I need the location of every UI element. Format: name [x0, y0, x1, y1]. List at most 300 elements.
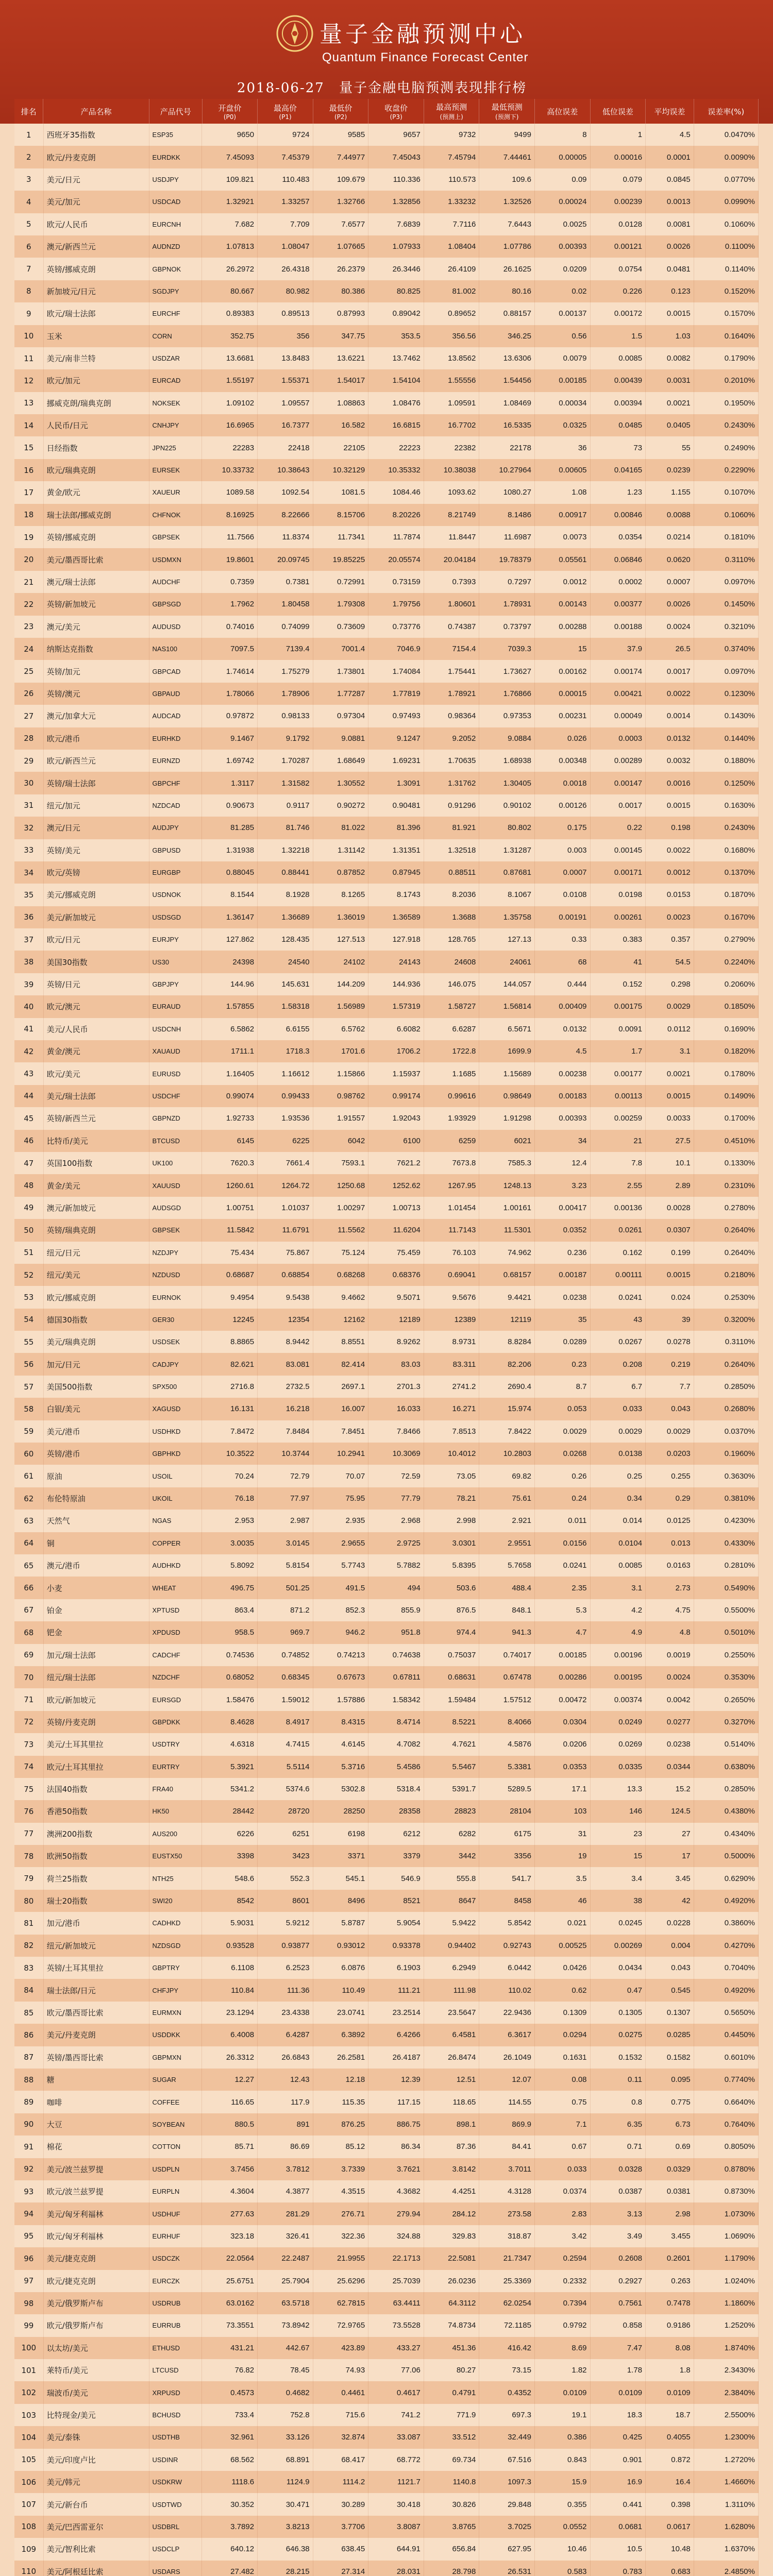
value-cell: 0.0681	[591, 2516, 646, 2538]
table-row	[14, 481, 759, 503]
value-cell: 28.031	[368, 2561, 424, 2576]
value-cell: 0.1140%	[694, 258, 759, 280]
value-cell: 68	[535, 951, 591, 973]
value-cell: 0.0239	[646, 459, 694, 481]
value-cell: 0.7561	[591, 2292, 646, 2314]
value-cell: 0.1370%	[694, 861, 759, 884]
value-cell: 22105	[313, 436, 369, 459]
value-cell: 329.83	[424, 2225, 480, 2247]
value-cell: 8.9262	[368, 1331, 424, 1353]
value-cell: 6021	[479, 1130, 535, 1152]
table-row	[14, 1376, 759, 1398]
value-cell: 2.3430%	[694, 2359, 759, 2381]
table-row	[14, 1823, 759, 1845]
value-cell: 0.0278	[646, 1331, 694, 1353]
value-cell: 19.1	[535, 2404, 591, 2426]
product-code-cell: USDCZK	[149, 2247, 203, 2269]
value-cell: 0.00525	[535, 1935, 591, 1957]
table-row	[14, 2561, 759, 2576]
value-cell: 27.314	[313, 2561, 369, 2576]
value-cell: 2.5500%	[694, 2404, 759, 2426]
value-cell: 0.0153	[646, 884, 694, 906]
rank-cell: 47	[14, 1152, 44, 1174]
value-cell: 0.94402	[424, 1935, 480, 1957]
value-cell: 0.4461	[313, 2381, 369, 2403]
rank-cell: 22	[14, 593, 44, 615]
value-cell: 1.09557	[258, 392, 313, 414]
table-row	[14, 2381, 759, 2403]
value-cell: 0.0022	[646, 839, 694, 861]
value-cell: 16.033	[368, 1398, 424, 1420]
value-cell: 0.0042	[646, 1688, 694, 1710]
value-cell: 8.4315	[313, 1711, 369, 1733]
value-cell: 0.0081	[646, 213, 694, 235]
value-cell: 1.3688	[424, 906, 480, 928]
rank-cell: 52	[14, 1264, 44, 1286]
value-cell: 7.8466	[368, 1420, 424, 1443]
value-cell: 24540	[258, 951, 313, 973]
table-row	[14, 280, 759, 302]
value-cell: 7.8484	[258, 1420, 313, 1443]
value-cell: 2697.1	[313, 1376, 369, 1398]
product-name-cell: 原油	[44, 1465, 149, 1487]
table-row	[14, 727, 759, 750]
value-cell: 0.0132	[646, 727, 694, 750]
table-row	[14, 1756, 759, 1778]
value-cell: 7.45379	[258, 146, 313, 168]
value-cell: 0.1490%	[694, 1085, 759, 1107]
value-cell: 0.1305	[591, 2002, 646, 2024]
value-cell: 115.35	[313, 2091, 369, 2113]
value-cell: 1.59484	[424, 1688, 480, 1710]
value-cell: 0.0022	[646, 683, 694, 705]
value-cell: 80.27	[424, 2359, 480, 2381]
value-cell: 82.414	[313, 1353, 369, 1375]
value-cell: 6175	[479, 1823, 535, 1845]
rank-cell: 25	[14, 660, 44, 682]
value-cell: 11.6204	[368, 1219, 424, 1241]
table-row	[14, 1577, 759, 1599]
value-cell: 0.2680%	[694, 1398, 759, 1420]
value-cell: 8521	[368, 1890, 424, 1912]
product-code-cell: USDCLP	[149, 2538, 203, 2560]
value-cell: 0.0970%	[694, 660, 759, 682]
rank-cell: 104	[14, 2426, 44, 2448]
value-cell: 0.0026	[646, 235, 694, 258]
product-code-cell: EURHUF	[149, 2225, 203, 2247]
product-code-cell: EURHKD	[149, 727, 203, 750]
value-cell: 144.96	[202, 973, 258, 995]
value-cell: 0.0031	[646, 369, 694, 392]
value-cell: 0.00172	[591, 302, 646, 325]
value-cell: 2.73	[646, 1577, 694, 1599]
value-cell: 4.7621	[424, 1733, 480, 1755]
value-cell: 5.8395	[424, 1554, 480, 1577]
value-cell: 0.0617	[646, 2516, 694, 2538]
value-cell: 0.2594	[535, 2247, 591, 2269]
value-cell: 9.1792	[258, 727, 313, 750]
value-cell: 0.1690%	[694, 1018, 759, 1040]
value-cell: 0.043	[646, 1957, 694, 1979]
value-cell: 16.271	[424, 1398, 480, 1420]
value-cell: 1.32526	[479, 191, 535, 213]
value-cell: 0.0079	[535, 347, 591, 369]
value-cell: 1.09102	[202, 392, 258, 414]
value-cell: 9.1467	[202, 727, 258, 750]
value-cell: 7.8422	[479, 1420, 535, 1443]
table-row	[14, 2158, 759, 2180]
value-cell: 69.734	[424, 2449, 480, 2471]
value-cell: 3.49	[591, 2225, 646, 2247]
value-cell: 0.00289	[591, 750, 646, 772]
value-cell: 0.00015	[535, 683, 591, 705]
value-cell: 0.0245	[591, 1912, 646, 1934]
value-cell: 0.0109	[535, 2381, 591, 2403]
value-cell: 1.31142	[313, 839, 369, 861]
value-cell: 28.215	[258, 2561, 313, 2576]
value-cell: 128.765	[424, 928, 480, 951]
value-cell: 0.0990%	[694, 191, 759, 213]
rank-cell: 37	[14, 928, 44, 951]
value-cell: 9.5071	[368, 1286, 424, 1308]
value-cell: 1.08863	[313, 392, 369, 414]
product-name-cell: 英镑/美元	[44, 839, 149, 861]
value-cell: 0.00238	[535, 1062, 591, 1084]
value-cell: 3442	[424, 1845, 480, 1867]
value-cell: 0.0017	[591, 794, 646, 817]
value-cell: 1264.72	[258, 1174, 313, 1196]
value-cell: 8.21749	[424, 504, 480, 526]
value-cell: 22178	[479, 436, 535, 459]
value-cell: 7661.4	[258, 1152, 313, 1174]
value-cell: 20.09745	[258, 548, 313, 570]
value-cell: 6.1903	[368, 1957, 424, 1979]
value-cell: 431.21	[202, 2337, 258, 2359]
report-title: 量子金融电脑预测表现排行榜	[339, 80, 527, 96]
value-cell: 0.0209	[535, 258, 591, 280]
value-cell: 4.3515	[313, 2180, 369, 2202]
value-cell: 3.7621	[368, 2158, 424, 2180]
value-cell: 3.7456	[202, 2158, 258, 2180]
value-cell: 0.0012	[535, 571, 591, 593]
value-cell: 3.1	[646, 1040, 694, 1062]
table-row	[14, 2069, 759, 2091]
value-cell: 1.00297	[313, 1197, 369, 1219]
value-cell: 34	[535, 1130, 591, 1152]
value-cell: 0.00145	[591, 839, 646, 861]
product-code-cell: XPTUSD	[149, 1599, 203, 1621]
value-cell: 0.2640%	[694, 1353, 759, 1375]
value-cell: 4.6318	[202, 1733, 258, 1755]
value-cell: 1.92043	[368, 1107, 424, 1129]
value-cell: 1.69231	[368, 750, 424, 772]
table-row	[14, 2337, 759, 2359]
rank-cell: 11	[14, 347, 44, 369]
value-cell: 0.4352	[479, 2381, 535, 2403]
value-cell: 1.7962	[202, 593, 258, 615]
value-cell: 1.77819	[368, 683, 424, 705]
product-name-cell: 欧元/港币	[44, 727, 149, 750]
value-cell: 26.8474	[424, 2046, 480, 2069]
value-cell: 2.4850%	[694, 2561, 759, 2576]
value-cell: 0.6640%	[694, 2091, 759, 2113]
value-cell: 0.73797	[479, 616, 535, 638]
rank-cell: 89	[14, 2091, 44, 2113]
product-name-cell: 纳斯达克指数	[44, 638, 149, 660]
ranking-table	[14, 124, 759, 2576]
value-cell: 1.33257	[258, 191, 313, 213]
value-cell: 0.2850%	[694, 1778, 759, 1800]
value-cell: 1.82	[535, 2359, 591, 2381]
product-code-cell: EURSGD	[149, 1688, 203, 1710]
value-cell: 3356	[479, 1845, 535, 1867]
product-name-cell: 美元/匈牙利福林	[44, 2202, 149, 2225]
table-row	[14, 1845, 759, 1867]
rank-cell: 7	[14, 258, 44, 280]
value-cell: 13.6221	[313, 347, 369, 369]
value-cell: 0.1870%	[694, 884, 759, 906]
rank-cell: 60	[14, 1443, 44, 1465]
value-cell: 6.3617	[479, 2024, 535, 2046]
value-cell: 0.0073	[535, 526, 591, 548]
value-cell: 5.8787	[313, 1912, 369, 1934]
value-cell: 144.057	[479, 973, 535, 995]
product-name-cell: 美元/加元	[44, 191, 149, 213]
value-cell: 28823	[424, 1800, 480, 1822]
value-cell: 974.4	[424, 1621, 480, 1643]
value-cell: 25.7904	[258, 2270, 313, 2292]
value-cell: 0.88157	[479, 302, 535, 325]
product-name-cell: 美元/波兰兹罗提	[44, 2158, 149, 2180]
value-cell: 0.93378	[368, 1935, 424, 1957]
value-cell: 0.6380%	[694, 1756, 759, 1778]
value-cell: 0.67811	[368, 1666, 424, 1688]
value-cell: 17	[646, 1845, 694, 1867]
value-cell: 0.175	[535, 817, 591, 839]
value-cell: 1.36019	[313, 906, 369, 928]
product-name-cell: 德国30指数	[44, 1309, 149, 1331]
value-cell: 24608	[424, 951, 480, 973]
value-cell: 0.0267	[591, 1331, 646, 1353]
rank-cell: 5	[14, 213, 44, 235]
product-name-cell: 日经指数	[44, 436, 149, 459]
value-cell: 75.459	[368, 1242, 424, 1264]
value-cell: 1.23	[591, 481, 646, 503]
column-header-label: 最高价	[274, 103, 297, 113]
product-name-cell: 美元/日元	[44, 168, 149, 191]
value-cell: 0.0033	[646, 1107, 694, 1129]
value-cell: 1.68938	[479, 750, 535, 772]
value-cell: 541.7	[479, 1867, 535, 1889]
value-cell: 5.5467	[424, 1756, 480, 1778]
value-cell: 0.0029	[591, 1420, 646, 1443]
table-row	[14, 1152, 759, 1174]
value-cell: 0.4617	[368, 2381, 424, 2403]
table-row	[14, 302, 759, 325]
product-code-cell: USDINR	[149, 2449, 203, 2471]
rank-cell: 77	[14, 1823, 44, 1845]
value-cell: 1.15689	[479, 1062, 535, 1084]
value-cell: 8	[535, 124, 591, 146]
column-header-sublabel: (P1)	[279, 113, 292, 121]
value-cell: 12162	[313, 1309, 369, 1331]
value-cell: 0.858	[591, 2314, 646, 2336]
column-header-label: 产品代号	[160, 107, 191, 116]
table-row	[14, 2292, 759, 2314]
value-cell: 1.31351	[368, 839, 424, 861]
product-code-cell: US30	[149, 951, 203, 973]
value-cell: 0.4270%	[694, 1935, 759, 1957]
value-cell: 0.843	[535, 2449, 591, 2471]
value-cell: 0.0018	[535, 772, 591, 794]
value-cell: 1118.6	[202, 2471, 258, 2493]
table-row	[14, 2113, 759, 2136]
value-cell: 346.25	[479, 325, 535, 347]
product-code-cell: NZDJPY	[149, 1242, 203, 1264]
product-name-cell: 英镑/挪威克朗	[44, 526, 149, 548]
column-header-label: 收盘价	[384, 103, 408, 113]
value-cell: 0.68854	[258, 1264, 313, 1286]
product-code-cell: SPX500	[149, 1376, 203, 1398]
value-cell: 0.1070%	[694, 481, 759, 503]
value-cell: 0.0007	[535, 861, 591, 884]
value-cell: 67.516	[479, 2449, 535, 2471]
value-cell: 68.562	[202, 2449, 258, 2471]
value-cell: 54.5	[646, 951, 694, 973]
value-cell: 876.5	[424, 1599, 480, 1621]
table-row	[14, 973, 759, 995]
value-cell: 22.1713	[368, 2247, 424, 2269]
product-code-cell: SOYBEAN	[149, 2113, 203, 2136]
table-row	[14, 1130, 759, 1152]
table-row	[14, 1062, 759, 1084]
value-cell: 7001.4	[313, 638, 369, 660]
value-cell: 19.8601	[202, 548, 258, 570]
product-code-cell: SGDJPY	[149, 280, 203, 302]
value-cell: 62.0254	[479, 2292, 535, 2314]
value-cell: 1.8740%	[694, 2337, 759, 2359]
value-cell: 73.05	[424, 1465, 480, 1487]
value-cell: 0.62	[535, 1979, 591, 2001]
product-name-cell: 欧元/瑞士法郎	[44, 302, 149, 325]
product-code-cell: COFFEE	[149, 2091, 203, 2113]
column-header	[313, 99, 369, 124]
value-cell: 1.58342	[368, 1688, 424, 1710]
value-cell: 0.1630%	[694, 794, 759, 817]
value-cell: 6.5862	[202, 1018, 258, 1040]
product-name-cell: 铂金	[44, 1599, 149, 1621]
value-cell: 72.59	[368, 1465, 424, 1487]
rank-cell: 62	[14, 1487, 44, 1510]
value-cell: 1.00161	[479, 1197, 535, 1219]
value-cell: 2701.3	[368, 1376, 424, 1398]
value-cell: 29.848	[479, 2493, 535, 2515]
value-cell: 0.0754	[591, 258, 646, 280]
product-name-cell: 美元/瑞典克朗	[44, 1331, 149, 1353]
value-cell: 81.002	[424, 280, 480, 302]
value-cell: 0.4230%	[694, 1510, 759, 1532]
value-cell: 0.90102	[479, 794, 535, 817]
product-code-cell: FRA40	[149, 1778, 203, 1800]
product-name-cell: 香港50指数	[44, 1800, 149, 1822]
value-cell: 22283	[202, 436, 258, 459]
value-cell: 1.31938	[202, 839, 258, 861]
table-row	[14, 124, 759, 146]
rank-cell: 21	[14, 571, 44, 593]
product-code-cell: EURUSD	[149, 1062, 203, 1084]
value-cell: 0.1820%	[694, 1040, 759, 1062]
rank-cell: 41	[14, 1018, 44, 1040]
value-cell: 3.0145	[258, 1532, 313, 1554]
value-cell: 1.03	[646, 325, 694, 347]
value-cell: 1.79756	[368, 593, 424, 615]
value-cell: 6.6155	[258, 1018, 313, 1040]
value-cell: 0.011	[535, 1510, 591, 1532]
value-cell: 46	[535, 1890, 591, 1912]
value-cell: 0.3210%	[694, 616, 759, 638]
table-row	[14, 235, 759, 258]
value-cell: 0.0352	[535, 1219, 591, 1241]
product-code-cell: USDRUB	[149, 2292, 203, 2314]
rank-cell: 53	[14, 1286, 44, 1308]
value-cell: 7.7	[646, 1376, 694, 1398]
value-cell: 0.2608	[591, 2247, 646, 2269]
value-cell: 0.0112	[646, 1018, 694, 1040]
value-cell: 9657	[368, 124, 424, 146]
value-cell: 0.0090%	[694, 146, 759, 168]
value-cell: 2.998	[424, 1510, 480, 1532]
value-cell: 0.5500%	[694, 1599, 759, 1621]
value-cell: 1.55371	[258, 369, 313, 392]
value-cell: 1.07665	[313, 235, 369, 258]
rank-cell: 45	[14, 1107, 44, 1129]
value-cell: 28442	[202, 1800, 258, 1822]
value-cell: 22.9436	[479, 2002, 535, 2024]
value-cell: 68.772	[368, 2449, 424, 2471]
value-cell: 22.5081	[424, 2247, 480, 2269]
value-cell: 2.9655	[313, 1532, 369, 1554]
product-code-cell: CHFJPY	[149, 1979, 203, 2001]
value-cell: 891	[258, 2113, 313, 2136]
value-cell: 3398	[202, 1845, 258, 1867]
product-code-cell: XAUEUR	[149, 481, 203, 503]
value-cell: 0.4055	[646, 2426, 694, 2448]
value-cell: 0.2180%	[694, 1264, 759, 1286]
value-cell: 0.00191	[535, 906, 591, 928]
rank-cell: 30	[14, 772, 44, 794]
value-cell: 0.97304	[313, 705, 369, 727]
value-cell: 68.417	[313, 2449, 369, 2471]
value-cell: 75.95	[313, 1487, 369, 1510]
rank-cell: 83	[14, 1957, 44, 1979]
value-cell: 0.0108	[535, 884, 591, 906]
value-cell: 19.78379	[479, 548, 535, 570]
product-name-cell: 美元/捷克克朗	[44, 2247, 149, 2269]
value-cell: 1.59012	[258, 1688, 313, 1710]
value-cell: 26.2972	[202, 258, 258, 280]
value-cell: 898.1	[424, 2113, 480, 2136]
value-cell: 353.5	[368, 325, 424, 347]
product-code-cell: NGAS	[149, 1510, 203, 1532]
value-cell: 12389	[424, 1309, 480, 1331]
product-name-cell: 布伦特原油	[44, 1487, 149, 1510]
value-cell: 1.58318	[258, 995, 313, 1018]
value-cell: 771.9	[424, 2404, 480, 2426]
value-cell: 2.55	[591, 1174, 646, 1196]
value-cell: 12119	[479, 1309, 535, 1331]
value-cell: 0.263	[646, 2270, 694, 2292]
value-cell: 16.6815	[368, 414, 424, 436]
